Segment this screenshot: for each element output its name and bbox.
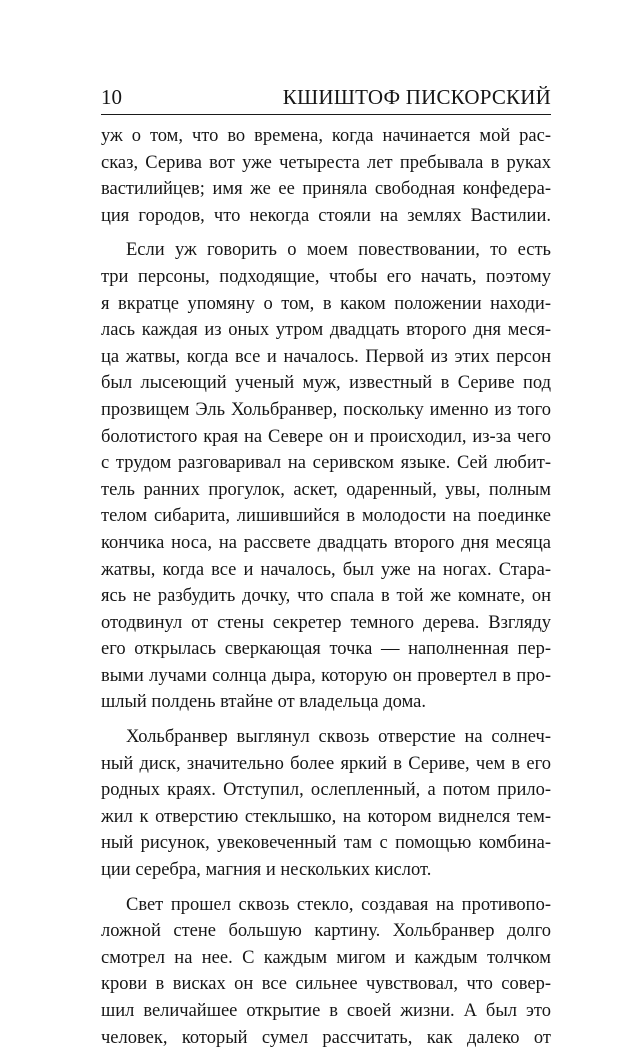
running-header: [101, 82, 551, 112]
text-line: ца жатвы, когда все и началось. Первой из этих персон: [101, 346, 551, 367]
text-line: уж о том, что во времена, когда начинается мой рас-: [101, 126, 551, 146]
text-line: шлый полдень втайне от владельца дома.: [101, 692, 426, 713]
text-line: сказ, Серива вот уже четыреста лет пребывала в руках: [101, 152, 551, 173]
text-line: телом сибарита, лишившийся в молодости на поединке: [101, 506, 551, 527]
text-line: был лысеющий ученый муж, известный в Сериве под: [101, 373, 551, 394]
text-line: ции серебра, магния и нескольких кислот.: [101, 860, 432, 881]
text-line: Если уж говорить о моем повествовании, то есть: [126, 240, 551, 261]
text-line: выми лучами солнца дыра, которую он провертел в про-: [101, 665, 551, 686]
text-line: кончика носа, на рассвете двадцать второго дня месяца: [101, 532, 551, 553]
text-line: ция городов, что некогда стояли на землях Вастилии.: [101, 205, 551, 226]
text-line: жил к отверстию стеклышко, на котором виднелся тем-: [101, 806, 551, 827]
text-line: его открылась сверкающая точка — наполненная пер-: [101, 639, 551, 660]
text-line: человек, который сумел рассчитать, как далеко от: [101, 1027, 551, 1048]
text-line: три персоны, подходящие, чтобы его начать, поэтому: [101, 266, 551, 287]
text-line: ложной стене большую картину. Хольбранвер долго: [101, 921, 551, 942]
text-line: Хольбранвер выглянул сквозь отверстие на солнеч-: [126, 727, 551, 748]
text-line: жатвы, когда все и началось, был уже на ногах. Стара-: [101, 559, 551, 580]
text-line: смотрел на нее. С каждым мигом и каждым толчком: [101, 947, 551, 968]
text-line: болотистого края на Севере он и происходил, из-за чего: [101, 426, 551, 447]
text-line: крови в висках он все сильнее чувствовал, что совер-: [101, 974, 551, 995]
text-line: ный диск, значительно более яркий в Сериве, чем в его: [101, 753, 551, 774]
text-line: ясь не разбудить дочку, что спала в той же комнате, он: [101, 586, 551, 607]
paragraph: [101, 237, 551, 716]
text-line: шил величайшее открытие в своей жизни. А был это: [101, 1001, 551, 1021]
text-line: лась каждая из оных утром двадцать второго дня меся-: [101, 320, 551, 341]
page-number: 10: [101, 85, 122, 109]
text-line: тель ранних прогулок, аскет, одаренный, увы, полным: [101, 479, 551, 500]
text-line: Свет прошел сквозь стекло, создавая на противопо-: [126, 894, 551, 915]
body-text: [101, 123, 551, 1051]
text-line: прозвищем Эль Хольбранвер, поскольку именно из того: [101, 399, 551, 420]
header-author: КШИШТОФ ПИСКОРСКИЙ: [282, 85, 551, 109]
header-rule: [101, 114, 551, 115]
text-line: ный рисунок, увековеченный там с помощью комбина-: [101, 833, 551, 854]
text-line: родных краях. Отступил, ослепленный, а потом прило-: [101, 780, 551, 801]
text-line: вастилийцев; имя же ее приняла свободная конфедера-: [101, 179, 551, 200]
text-line: я вкратце упомяну о том, в каком положении находи-: [101, 293, 551, 314]
paragraph: [101, 724, 551, 884]
paragraph: [101, 123, 551, 229]
text-line: отодвинул от стены секретер темного дерева. Взгляду: [101, 612, 551, 633]
text-line: с трудом разговаривал на серивском языке. Сей любит-: [101, 453, 551, 474]
paragraph: [101, 892, 551, 1051]
